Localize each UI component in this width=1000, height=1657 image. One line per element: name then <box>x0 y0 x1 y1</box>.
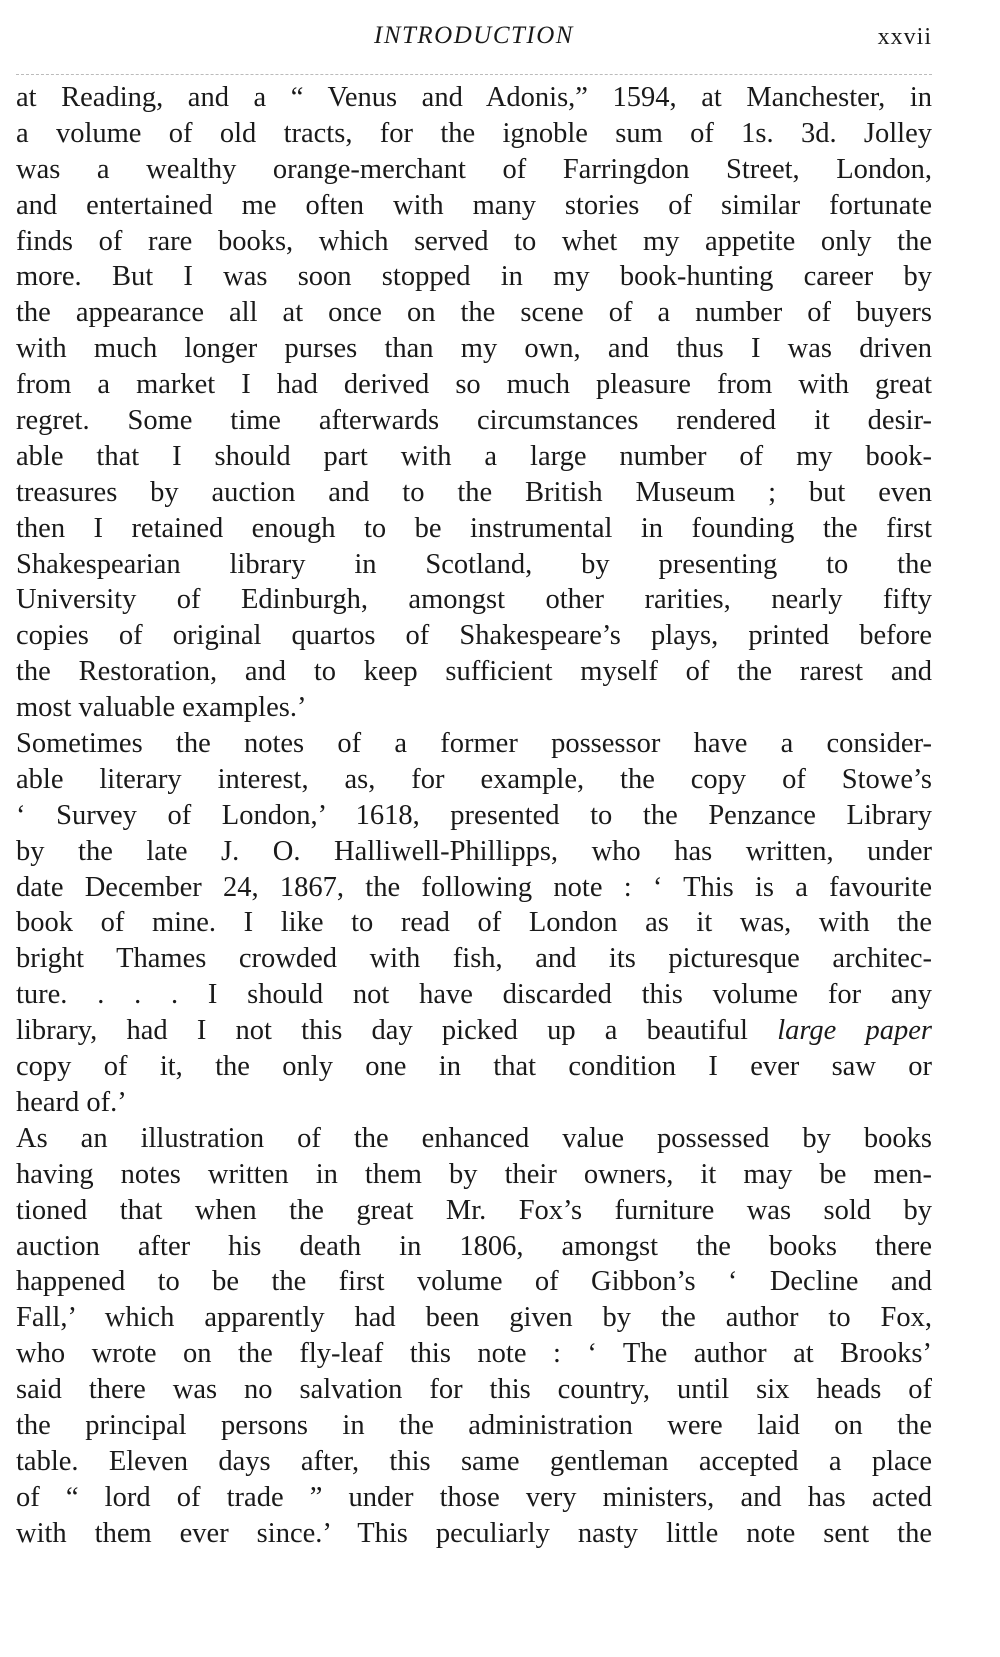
text-line: with them ever since.’ This peculiarly nasty little note sent the <box>16 1517 932 1549</box>
text-line <box>16 1013 932 1049</box>
text-line: who wrote on the fly-leaf this note : ‘ The author at Brooks’ <box>16 1338 932 1370</box>
text-line: from a market I had derived so much pleasure from with great <box>16 369 932 401</box>
paragraph <box>16 1121 932 1552</box>
text-span: library, had I not this day picked up a beautiful <box>16 1015 778 1047</box>
text-line: auction after his death in 1806, amongst the books there <box>16 1230 932 1262</box>
text-line: finds of rare books, which served to whet my appetite only the <box>16 225 932 257</box>
text-line: and entertained me often with many stories of similar fortunate <box>16 189 932 221</box>
text-line: copies of original quartos of Shakespeare’s plays, printed before <box>16 620 932 652</box>
text-line: more. But I was soon stopped in my book-hunting career by <box>16 261 932 293</box>
text-line: at Reading, and a “ Venus and Adonis,” 1594, at Manchester, in <box>16 82 932 113</box>
text-line: copy of it, the only one in that condition I ever saw or <box>16 1051 932 1083</box>
text-line: said there was no salvation for this country, until six heads of <box>16 1374 932 1406</box>
text-line: able that I should part with a large number of my book- <box>16 440 932 472</box>
text-line: then I retained enough to be instrumental in founding the first <box>16 512 932 544</box>
italic-text: large paper <box>777 1015 932 1047</box>
text-line: regret. Some time afterwards circumstances rendered it desir- <box>16 405 932 437</box>
text-line: tioned that when the great Mr. Fox’s furniture was sold by <box>16 1194 932 1226</box>
page-number: xxvii <box>877 24 932 50</box>
text-line: table. Eleven days after, this same gentleman accepted a place <box>16 1445 932 1477</box>
text-line: the Restoration, and to keep sufficient myself of the rarest and <box>16 656 932 688</box>
header-rule <box>16 74 932 75</box>
text-line: the appearance all at once on the scene of a number of buyers <box>16 297 932 329</box>
text-line: the principal persons in the administration were laid on the <box>16 1409 932 1441</box>
text-line: book of mine. I like to read of London as it was, with the <box>16 907 932 939</box>
text-line: happened to be the first volume of Gibbon’s ‘ Decline and <box>16 1266 932 1298</box>
paragraph <box>16 726 932 1121</box>
text-line: ture. . . . I should not have discarded this volume for any <box>16 979 932 1011</box>
body-text <box>16 80 932 1552</box>
text-line: by the late J. O. Halliwell-Phillipps, who has written, under <box>16 835 932 867</box>
paragraph <box>16 80 932 726</box>
text-line: Shakespearian library in Scotland, by presenting to the <box>16 548 932 580</box>
text-line: a volume of old tracts, for the ignoble sum of 1s. 3d. Jolley <box>16 117 932 149</box>
text-line: of “ lord of trade ” under those very ministers, and has acted <box>16 1481 932 1513</box>
text-line: able literary interest, as, for example, the copy of Stowe’s <box>16 763 932 795</box>
text-line: heard of.’ <box>16 1086 127 1118</box>
running-title: INTRODUCTION <box>374 22 574 49</box>
text-line: having notes written in them by their owners, it may be men- <box>16 1158 932 1190</box>
text-line: bright Thames crowded with fish, and its picturesque architec- <box>16 943 932 975</box>
text-line: treasures by auction and to the British Museum ; but even <box>16 476 932 508</box>
text-line: Sometimes the notes of a former possessor have a consider- <box>16 728 932 760</box>
text-line: Fall,’ which apparently had been given by the author to Fox, <box>16 1302 932 1334</box>
text-line: date December 24, 1867, the following note : ‘ This is a favourite <box>16 871 932 903</box>
text-line: University of Edinburgh, amongst other rarities, nearly fifty <box>16 584 932 616</box>
running-header <box>16 22 932 62</box>
text-line: most valuable examples.’ <box>16 692 307 724</box>
text-line: was a wealthy orange-merchant of Farringdon Street, London, <box>16 153 932 185</box>
text-line: with much longer purses than my own, and thus I was driven <box>16 333 932 365</box>
text-line: ‘ Survey of London,’ 1618, presented to the Penzance Library <box>16 799 932 831</box>
text-line: As an illustration of the enhanced value possessed by books <box>16 1122 932 1154</box>
